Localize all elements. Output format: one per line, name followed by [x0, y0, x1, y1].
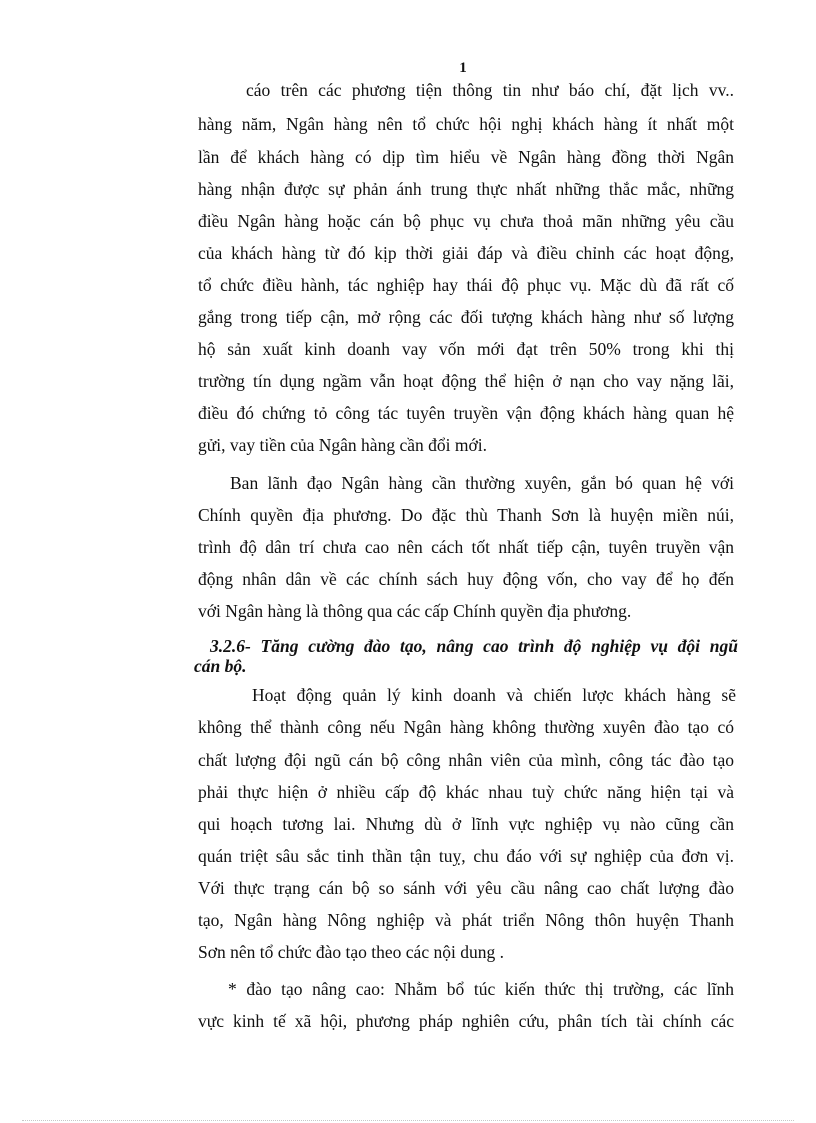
text-line: trường tín dụng ngầm vẫn hoạt động thể hiện ở nạn cho vay nặng lãi, [198, 371, 734, 391]
text-line: Với thực trạng cán bộ so sánh với yêu cầu nâng cao chất lượng đào [198, 878, 734, 898]
page-number: 1 [459, 60, 467, 76]
section-heading-continuation: cán bộ. [194, 656, 247, 676]
text-line: không thể thành công nếu Ngân hàng không thường xuyên đào tạo có [198, 717, 734, 737]
text-line: cáo trên các phương tiện thông tin như báo chí, đặt lịch vv.. [246, 80, 734, 100]
section-heading: 3.2.6- Tăng cường đào tạo, nâng cao trình độ nghiệp vụ đội ngũ [210, 636, 738, 656]
text-line: với Ngân hàng là thông qua các cấp Chính quyền địa phương. [198, 601, 632, 621]
text-line: phải thực hiện ở nhiều cấp độ khác nhau tuỳ chức năng hiện tại và [198, 782, 734, 802]
text-line: chất lượng đội ngũ cán bộ công nhân viên của mình, công tác đào tạo [198, 750, 734, 770]
text-line: hộ sản xuất kinh doanh vay vốn mới đạt trên 50% trong khi thị [198, 339, 734, 359]
text-line: Sơn nên tổ chức đào tạo theo các nội dung . [198, 942, 504, 962]
text-line: động nhân dân về các chính sách huy động vốn, cho vay để họ đến [198, 569, 734, 589]
text-line: gửi, vay tiền của Ngân hàng cần đổi mới. [198, 435, 487, 455]
text-line: của khách hàng từ đó kịp thời giải đáp và điều chỉnh các hoạt động, [198, 243, 734, 263]
text-line: vực kinh tế xã hội, phương pháp nghiên cứu, phân tích tài chính các [198, 1011, 734, 1031]
text-line: điều đó chứng tỏ công tác tuyên truyền vận động khách hàng quan hệ [198, 403, 734, 423]
text-line: gắng trong tiếp cận, mở rộng các đối tượng khách hàng như số lượng [198, 307, 734, 327]
text-line: điều Ngân hàng hoặc cán bộ phục vụ chưa thoả mãn những yêu cầu [198, 211, 734, 231]
text-line: qui hoạch tương lai. Nhưng dù ở lĩnh vực nghiệp vụ nào cũng cần [198, 814, 734, 834]
text-line: * đào tạo nâng cao: Nhằm bổ túc kiến thức thị trường, các lĩnh [228, 979, 734, 999]
text-line: tạo, Ngân hàng Nông nghiệp và phát triển Nông thôn huyện Thanh [198, 910, 734, 930]
text-line: hàng nhận được sự phản ánh trung thực nhất những thắc mắc, những [198, 179, 734, 199]
page-bottom-rule [22, 1120, 794, 1121]
text-line: hàng năm, Ngân hàng nên tổ chức hội nghị khách hàng ít nhất một [198, 114, 734, 134]
text-line: lần để khách hàng có dịp tìm hiểu về Ngân hàng đồng thời Ngân [198, 147, 734, 167]
text-line: trình độ dân trí chưa cao nên cách tốt nhất tiếp cận, tuyên truyền vận [198, 537, 734, 557]
text-line: quán triệt sâu sắc tinh thần tận tuỵ, chu đáo với sự nghiệp của đơn vị. [198, 846, 734, 866]
text-line: Hoạt động quản lý kinh doanh và chiến lược khách hàng sẽ [252, 685, 736, 705]
text-line: Chính quyền địa phương. Do đặc thù Thanh Sơn là huyện miền núi, [198, 505, 734, 525]
text-line: tổ chức điều hành, tác nghiệp hay thái độ phục vụ. Mặc dù đã rất cố [198, 275, 734, 295]
text-line: Ban lãnh đạo Ngân hàng cần thường xuyên, gắn bó quan hệ với [230, 473, 734, 493]
